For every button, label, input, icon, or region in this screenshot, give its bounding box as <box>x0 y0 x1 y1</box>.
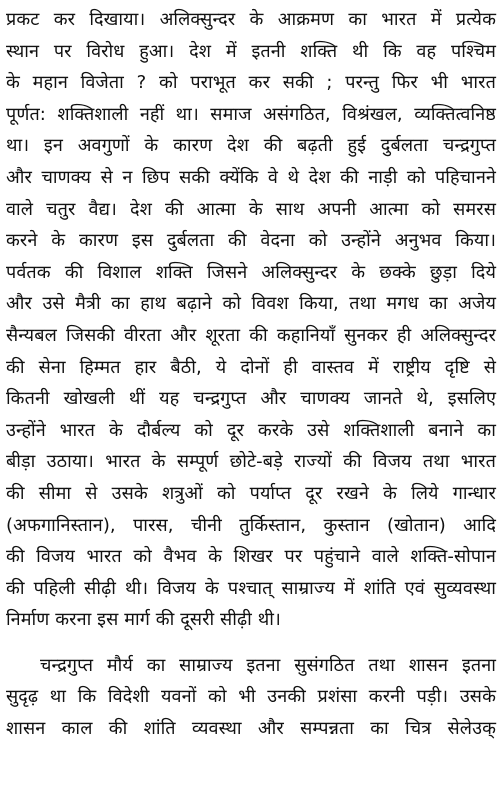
text-line: बीड़ा उठाया। भारत के सम्पूर्ण छोटे-बड़े राज्यों की विजय तथा भारत <box>6 451 496 473</box>
text-line: की विजय भारत को वैभव के शिखर पर पहुंचाने वाले शक्ति-सोपान <box>6 546 496 568</box>
text-line: उन्होंने भारत के दौर्बल्य को दूर करके उसे शक्तिशाली बनाने का <box>6 419 496 441</box>
text-line: वाले चतुर वैद्य। देश की आत्मा के साथ अपनी आत्मा को समरस <box>6 198 496 220</box>
text-line: (अफगानिस्तान), पारस, चीनी तुर्किस्तान, कुस्तान (खोतान) आदि <box>6 514 496 536</box>
text-line: के महान विजेता ? को पराभूत कर सकी ; परन्तु फिर भी भारत <box>6 72 496 94</box>
text-line: की सीमा से उसके शत्रुओं को पर्याप्त दूर रखने के लिये गान्धार <box>6 482 496 504</box>
text-line: सैन्यबल जिसकी वीरता और शूरता की कहानियाँ सुनकर ही अलिक्सुन्दर <box>6 324 496 346</box>
text-line: था। इन अवगुणों के कारण देश की बढ़ती हुई दुर्बलता चन्द्रगुप्त <box>6 135 496 157</box>
text-line: पूर्णत: शक्तिशाली नहीं था। समाज असंगठित, विश्रंखल, व्यक्तित्वनिष्ठ <box>6 103 496 125</box>
text-line: पर्वतक की विशाल शक्ति जिसने अलिक्सुन्दर के छक्के छुड़ा दिये <box>6 261 496 283</box>
text-line: की पहिली सीढ़ी थी। विजय के पश्चात् साम्राज्य में शांति एवं सुव्यवस्था <box>6 577 496 599</box>
text-line: शासन काल की शांति व्यवस्था और सम्पन्नता का चित्र सेलेउक् <box>6 718 496 740</box>
text-line: और उसे मैत्री का हाथ बढ़ाने को विवश किया, तथा मगध का अजेय <box>6 293 496 315</box>
text-line: निर्माण करना इस मार्ग की दूसरी सीढ़ी थी। <box>6 609 281 631</box>
text-line: करने के कारण इस दुर्बलता की वेदना को उन्होंने अनुभव किया। <box>6 230 496 252</box>
text-line: सुदृढ़ था कि विदेशी यवनों को भी उनकी प्रशंसा करनी पड़ी। उसके <box>6 686 496 708</box>
text-line: और चाणक्य से न छिप सकी क्येंकि वे थे देश की नाड़ी को पहिचानने <box>6 166 496 188</box>
paragraph-1 <box>6 4 496 636</box>
text-line: प्रकट कर दिखाया। अलिक्सुन्दर के आक्रमण का भारत में प्रत्येक <box>6 9 496 30</box>
paragraph-2 <box>6 650 496 745</box>
text-line: चन्द्रगुप्त मौर्य का साम्राज्य इतना सुसंगठित तथा शासन इतना <box>40 654 496 676</box>
text-line: स्थान पर विरोध हुआ। देश में इतनी शक्ति थी कि वह पश्चिम <box>6 40 496 62</box>
text-line: की सेना हिम्मत हार बैठी, ये दोनों ही वास्तव में राष्ट्रीय दृष्टि से <box>6 356 496 378</box>
text-line: कितनी खोखली थीं यह चन्द्रगुप्त और चाणक्य जानते थे, इसलिए <box>6 388 496 410</box>
